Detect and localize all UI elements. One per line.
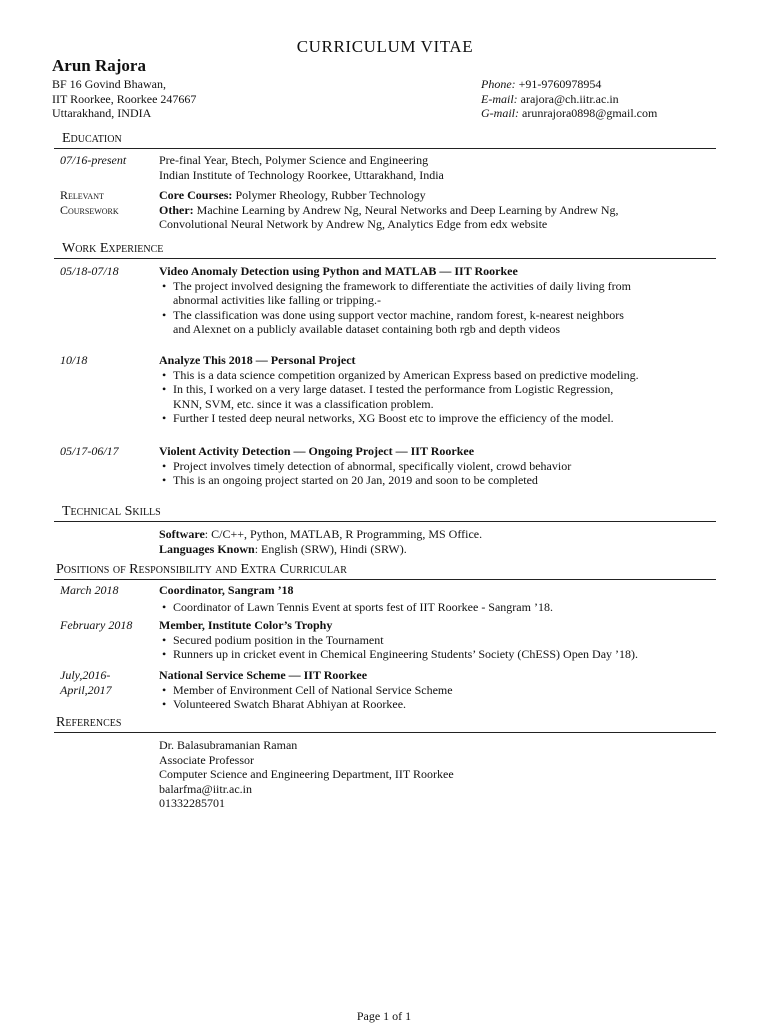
bullet-list [159, 683, 716, 712]
date-line: July,2016- [60, 668, 111, 682]
references-section-header [54, 715, 716, 733]
entry-body [159, 583, 716, 614]
section-title: Technical Skills [62, 504, 161, 519]
list-item [159, 459, 716, 474]
entry-title: Coordinator, Sangram ’18 [159, 583, 294, 597]
list-item: • Secured podium position in the Tournament [159, 633, 716, 648]
bullet-line: KNN, SVM, etc. since it was a classification problem. [173, 396, 434, 411]
reference-department: Computer Science and Engineering Department, IIT Roorkee [159, 767, 454, 781]
address-line: IIT Roorkee, Roorkee 247667 [52, 91, 197, 106]
list-item [159, 368, 716, 383]
bullet-line: • This is an ongoing project started on 20 Jan, 2019 and soon to be completed [173, 473, 538, 487]
bullet-line: • Further I tested deep neural networks, XG Boost etc to improve the efficiency of the model. [173, 411, 614, 425]
other-courses-line-2: Convolutional Neural Network by Andrew Ng, Analytics Edge from edx website [159, 217, 548, 231]
email-value: arajora@ch.iitr.ac.in [520, 91, 619, 106]
languages-line [159, 542, 716, 557]
entry-date: 07/16-present [60, 153, 127, 167]
entry-body [159, 353, 716, 426]
core-courses-line [159, 188, 716, 203]
date-line: April,2017 [60, 682, 112, 697]
core-courses-label: Core Courses: [159, 188, 233, 202]
entry-date [60, 668, 156, 697]
candidate-name: Arun Rajora [52, 56, 146, 75]
section-title: Work Experience [62, 241, 164, 256]
entry-body [159, 668, 716, 712]
section-rule [54, 579, 716, 580]
list-item [159, 473, 716, 488]
entry-title: Video Anomaly Detection using Python and MATLAB — IIT Roorkee [159, 264, 518, 278]
languages-label: Languages Known [159, 541, 255, 556]
phone-line [481, 77, 657, 92]
resume-page [54, 0, 716, 1024]
bullet-list [159, 279, 716, 337]
bullet-line: • The classification was done using support vector machine, random forest, k-nearest neighbors [173, 307, 624, 322]
gmail-value: arunrajora0898@gmail.com [522, 106, 658, 120]
entry-body [159, 153, 716, 182]
bullet-list [159, 368, 716, 426]
core-courses-text: Polymer Rheology, Rubber Technology [232, 188, 426, 202]
list-item [159, 411, 716, 426]
phone-value: +91-9760978954 [518, 77, 602, 91]
phone-label: Phone: [481, 77, 516, 91]
bullet-line: abnormal activities like falling or tripping.- [173, 293, 381, 307]
entry-date: 05/18-07/18 [60, 264, 119, 278]
entry-date: March 2018 [60, 583, 119, 597]
work-section-header [54, 241, 716, 259]
page-number: Page 1 of 1 [356, 1009, 412, 1023]
section-rule [54, 258, 716, 259]
languages-text: : English (SRW), Hindi (SRW). [254, 541, 407, 556]
section-title: Education [62, 131, 122, 146]
bullet-list [159, 600, 716, 615]
entry-title: National Service Scheme — IIT Roorkee [159, 668, 368, 682]
bullet-list [159, 459, 716, 488]
bullet-line: • This is a data science competition organized by American Express based on predictive modeling. [173, 367, 639, 382]
list-item [159, 308, 716, 337]
reference-title: Associate Professor [159, 752, 254, 767]
list-item: • Volunteered Swatch Bharat Abhiyan at Roorkee. [159, 697, 716, 712]
bullet-line: • In this, I worked on a very large dataset. I tested the performance from Logistic Regression, [173, 382, 614, 396]
entry-line: Pre-final Year, Btech, Polymer Science and Engineering [159, 153, 429, 167]
bullet-list [159, 633, 716, 662]
contact-block [481, 77, 657, 121]
address-line: Uttarakhand, INDIA [52, 106, 152, 120]
skills-section-header [54, 504, 716, 522]
other-courses-line [159, 203, 716, 218]
reference-block [159, 738, 454, 811]
email-line [481, 92, 657, 107]
reference-name: Dr. Balasubramanian Raman [159, 738, 298, 752]
entry-line: Indian Institute of Technology Roorkee, Uttarakhand, India [159, 167, 444, 182]
coursework-label: Relevant [60, 188, 104, 202]
entry-date: 05/17-06/17 [60, 444, 119, 458]
entry-date: 10/18 [60, 353, 88, 367]
list-item: • Member of Environment Cell of National Service Scheme [159, 683, 716, 698]
gmail-label: G-mail: [481, 106, 519, 120]
other-courses-label: Other: [159, 202, 194, 217]
other-courses-text: Machine Learning by Andrew Ng, Neural Networks and Deep Learning by Andrew Ng, [193, 202, 619, 217]
entry-body [159, 527, 716, 556]
list-item [159, 279, 716, 308]
entry-body [159, 264, 716, 337]
email-label: E-mail: [481, 91, 518, 106]
entry-title: Violent Activity Detection — Ongoing Project — IIT Roorkee [159, 444, 475, 458]
reference-phone: 01332285701 [159, 796, 225, 810]
section-rule [54, 148, 716, 149]
bullet-line: • Project involves timely detection of abnormal, specifically violent, crowd behavior [173, 458, 572, 473]
entry-title: Member, Institute Color’s Trophy [159, 618, 333, 632]
list-item: • Runners up in cricket event in Chemical Engineering Students’ Society (ChESS) Open Day ’18). [159, 647, 716, 662]
entry-body [159, 444, 716, 488]
list-item [159, 382, 716, 411]
address-line: BF 16 Govind Bhawan, [52, 77, 166, 91]
entry-body [159, 188, 716, 232]
entry-date: February 2018 [60, 618, 133, 632]
section-title: References [56, 715, 122, 730]
section-title: Positions of Responsibility and Extra Curricular [56, 562, 347, 577]
reference-email: balarfma@iitr.ac.in [159, 781, 253, 796]
document-title: CURRICULUM VITAE [296, 37, 474, 56]
address-block [52, 77, 196, 121]
positions-section-header [54, 562, 716, 580]
section-rule [54, 521, 716, 522]
section-rule [54, 732, 716, 733]
software-text: : C/C++, Python, MATLAB, R Programming, MS Office. [204, 527, 483, 541]
coursework-label: Coursework [60, 202, 119, 217]
entry-date [60, 188, 156, 217]
list-item: • Coordinator of Lawn Tennis Event at sports fest of IIT Roorkee - Sangram ’18. [159, 600, 716, 615]
education-section-header [54, 131, 716, 149]
entry-body [159, 618, 716, 662]
software-line [159, 527, 716, 542]
entry-title: Analyze This 2018 — Personal Project [159, 353, 356, 367]
bullet-line: and Alexnet on a publicly available dataset containing both rgb and depth videos [173, 322, 561, 336]
bullet-line: • The project involved designing the framework to differentiate the activities of daily living from [173, 278, 631, 293]
gmail-line [481, 106, 657, 121]
software-label: Software [159, 527, 205, 541]
